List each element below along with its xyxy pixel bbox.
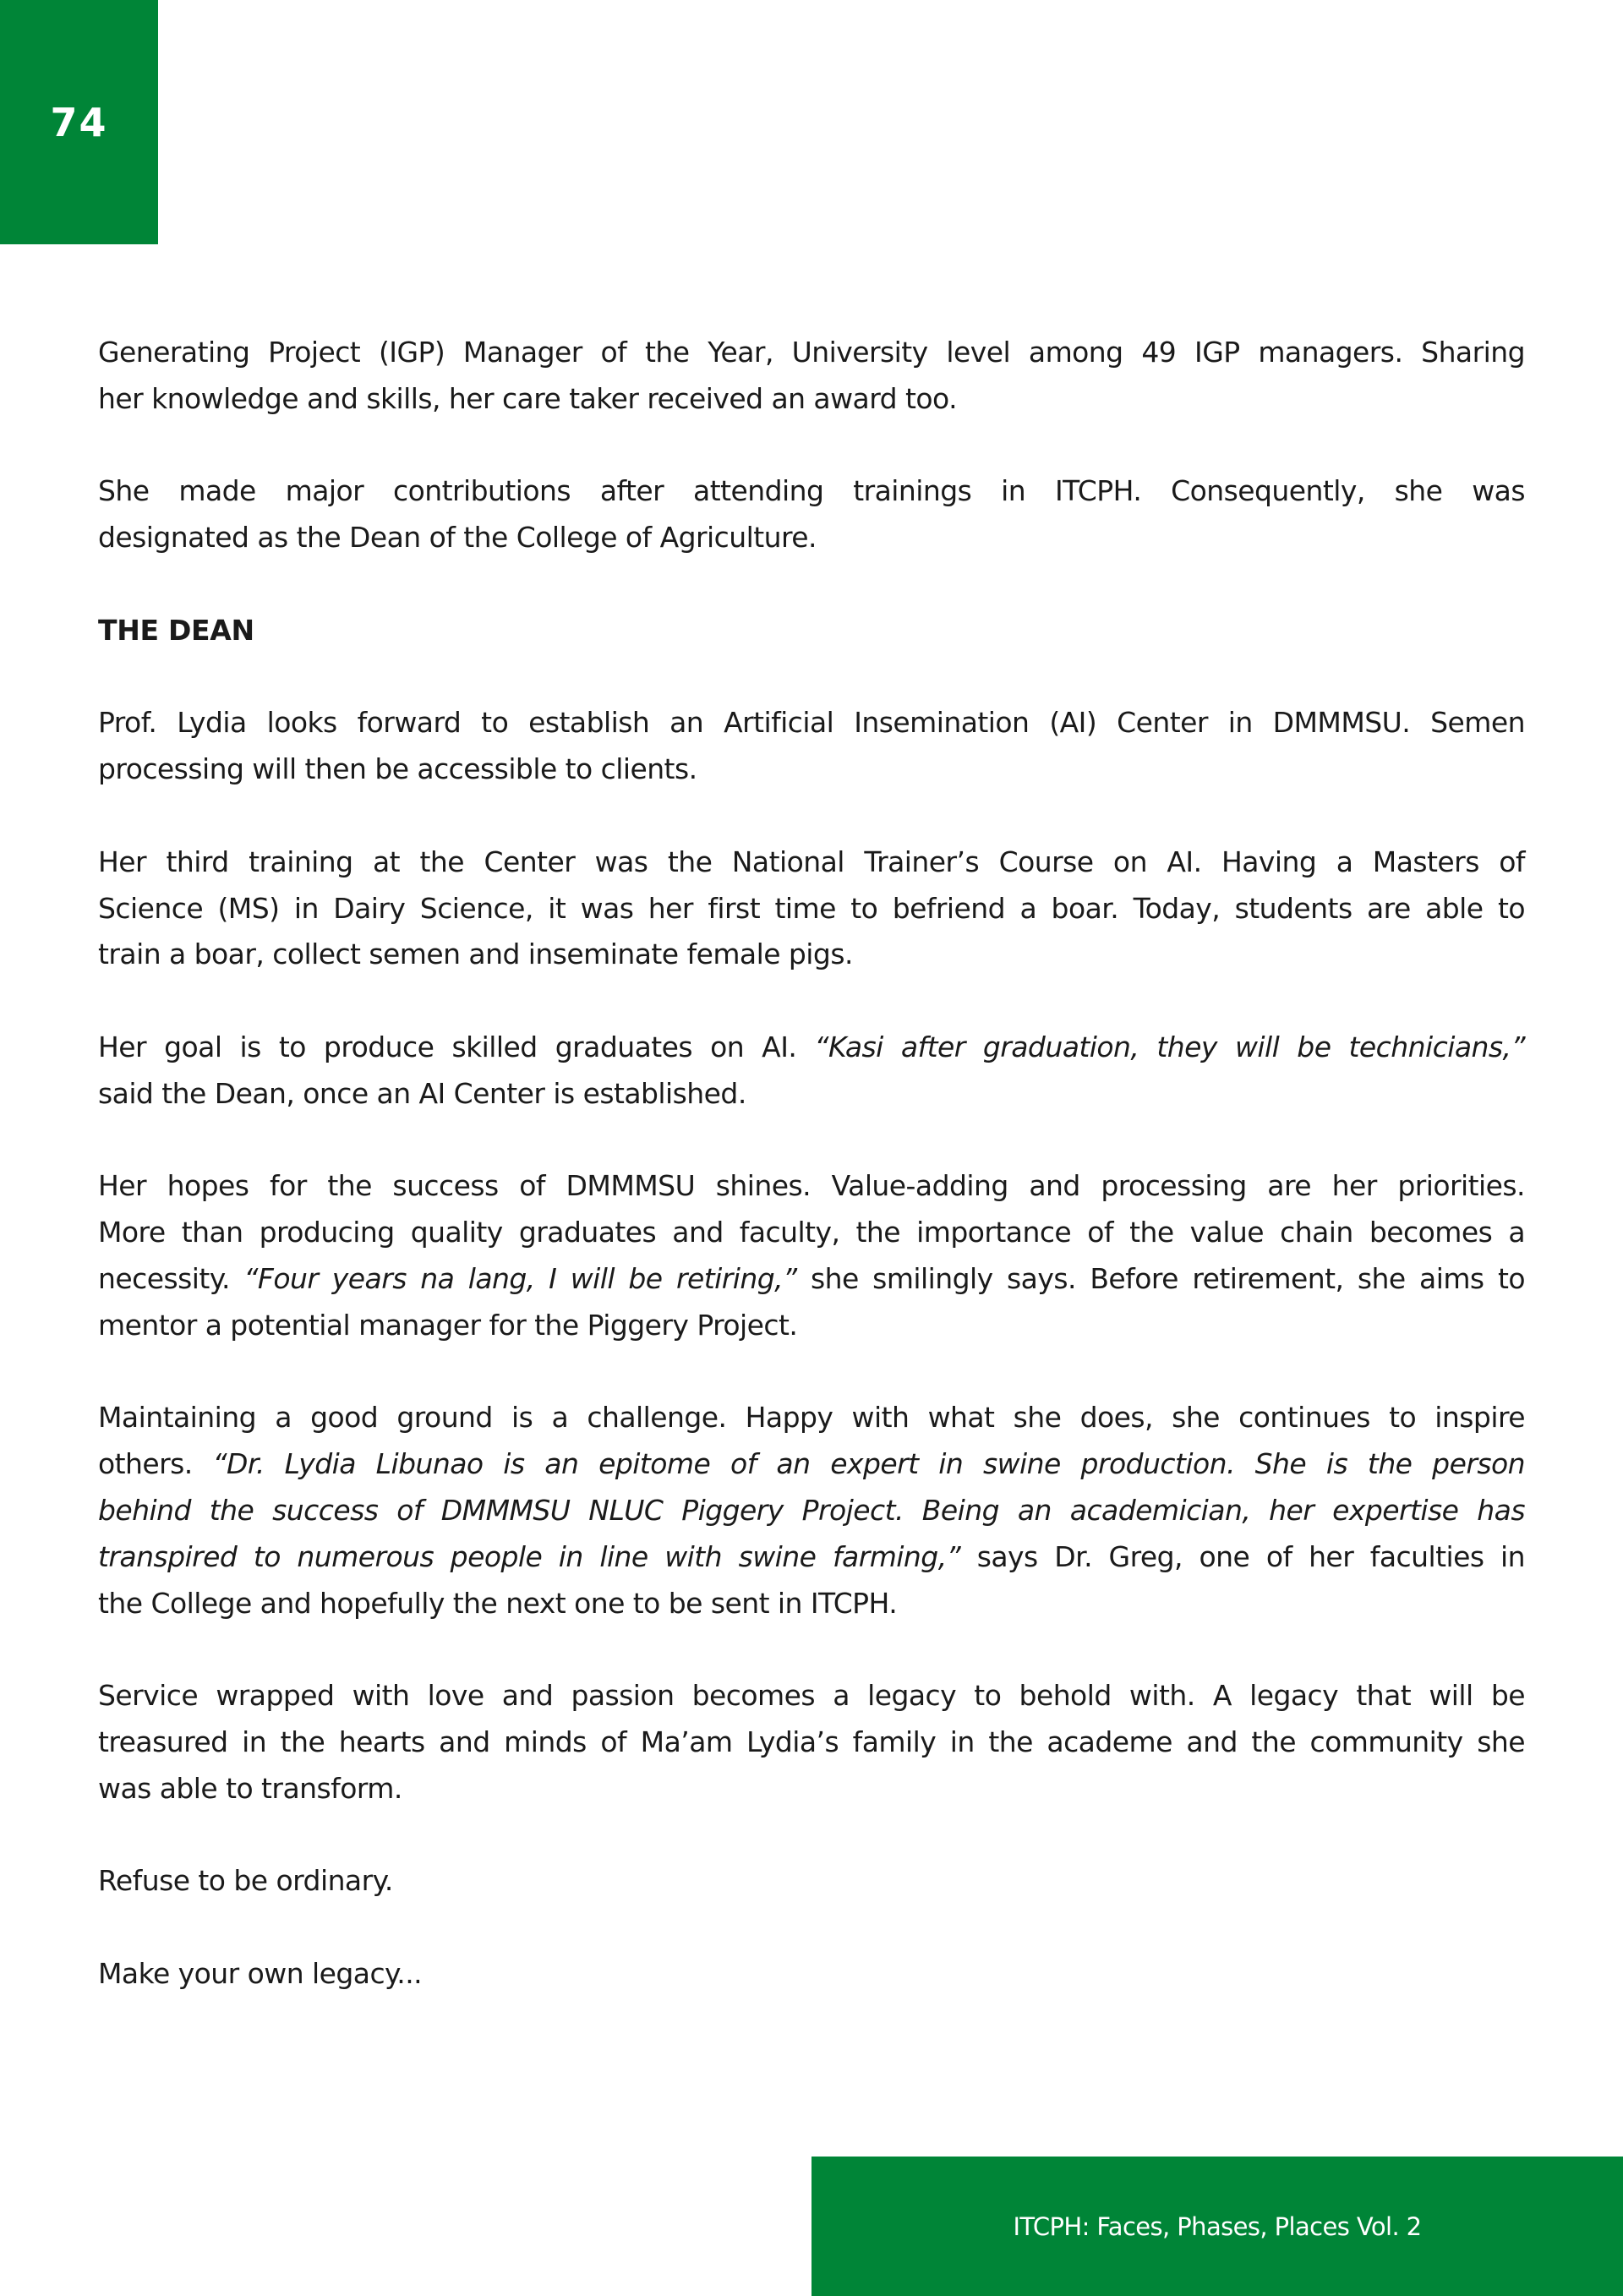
quote: transpired to numerous people in line with swine farming,” xyxy=(98,1539,961,1573)
text-line: mentor a potential manager for the Piggery Project. xyxy=(98,1308,798,1342)
text-run: necessity. xyxy=(98,1261,244,1295)
footer-banner xyxy=(812,2157,1623,2296)
text-line: the College and hopefully the next one to be sent in ITCPH. xyxy=(98,1586,898,1620)
paragraph-9: Refuse to be ordinary. xyxy=(98,1864,393,1898)
text-line: behind the success of DMMMSU NLUC Piggery Project. Being an academician, her expertise has xyxy=(98,1493,1525,1527)
paragraph-6 xyxy=(98,1163,1525,1348)
text-line: Service wrapped with love and passion becomes a legacy to behold with. A legacy that will be xyxy=(98,1679,1525,1713)
page-number-tab xyxy=(0,0,158,244)
text-line: Prof. Lydia looks forward to establish an Artificial Insemination (AI) Center in DMMMSU. Semen xyxy=(98,706,1525,740)
text-line: She made major contributions after attending trainings in ITCPH. Consequently, she was xyxy=(98,474,1525,508)
section-heading: THE DEAN xyxy=(98,613,254,647)
text-line xyxy=(98,1441,1525,1488)
paragraph-10: Make your own legacy... xyxy=(98,1956,423,1990)
text-line xyxy=(98,1534,1525,1581)
text-line: was able to transform. xyxy=(98,1771,402,1805)
text-run: she smilingly says. Before retirement, she aims to xyxy=(796,1261,1525,1295)
quote: “Dr. Lydia Libunao is an epitome of an expert in swine production. She is the person xyxy=(212,1447,1525,1481)
text-line: Maintaining a good ground is a challenge. Happy with what she does, she continues to inspire xyxy=(98,1401,1525,1435)
text-line xyxy=(98,1256,1525,1303)
paragraph-5 xyxy=(98,1025,1525,1118)
text-line: processing will then be accessible to clients. xyxy=(98,752,697,786)
text-line: treasured in the hearts and minds of Ma’am Lydia’s family in the academe and the community she xyxy=(98,1725,1525,1758)
text-run: others. xyxy=(98,1447,213,1481)
text-line: More than producing quality graduates and faculty, the importance of the value chain becomes a xyxy=(98,1216,1525,1249)
publication-title: ITCPH: Faces, Phases, Places Vol. 2 xyxy=(1013,2211,1422,2241)
text-line: Generating Project (IGP) Manager of the Year, University level among 49 IGP managers. Sharing xyxy=(98,336,1525,369)
text-line: Her hopes for the success of DMMMSU shines. Value-adding and processing are her priorities. xyxy=(98,1169,1525,1203)
text-line: Science (MS) in Dairy Science, it was her first time to befriend a boar. Today, students are able to xyxy=(98,891,1525,925)
page-number: 74 xyxy=(50,99,108,145)
paragraph-1 xyxy=(98,330,1525,423)
paragraph-4 xyxy=(98,839,1525,978)
quote: “Four years na lang, I will be retiring,” xyxy=(243,1261,797,1295)
text-line: said the Dean, once an AI Center is established. xyxy=(98,1076,746,1110)
quote: “Kasi after graduation, they will be technicians,” xyxy=(814,1030,1525,1063)
paragraph-3 xyxy=(98,700,1525,793)
text-line: Her third training at the Center was the National Trainer’s Course on AI. Having a Masters of xyxy=(98,845,1525,878)
paragraph-7 xyxy=(98,1395,1525,1626)
text-line: designated as the Dean of the College of Agriculture. xyxy=(98,521,817,555)
paragraph-2 xyxy=(98,468,1525,561)
text-line xyxy=(98,1025,1525,1071)
paragraph-8 xyxy=(98,1673,1525,1812)
text-run: says Dr. Greg, one of her faculties in xyxy=(960,1539,1526,1573)
text-run: Her goal is to produce skilled graduates on AI. xyxy=(98,1030,815,1063)
text-line: her knowledge and skills, her care taker received an award too. xyxy=(98,381,958,415)
article-body xyxy=(98,330,1525,1998)
text-line: train a boar, collect semen and inseminate female pigs. xyxy=(98,938,853,971)
